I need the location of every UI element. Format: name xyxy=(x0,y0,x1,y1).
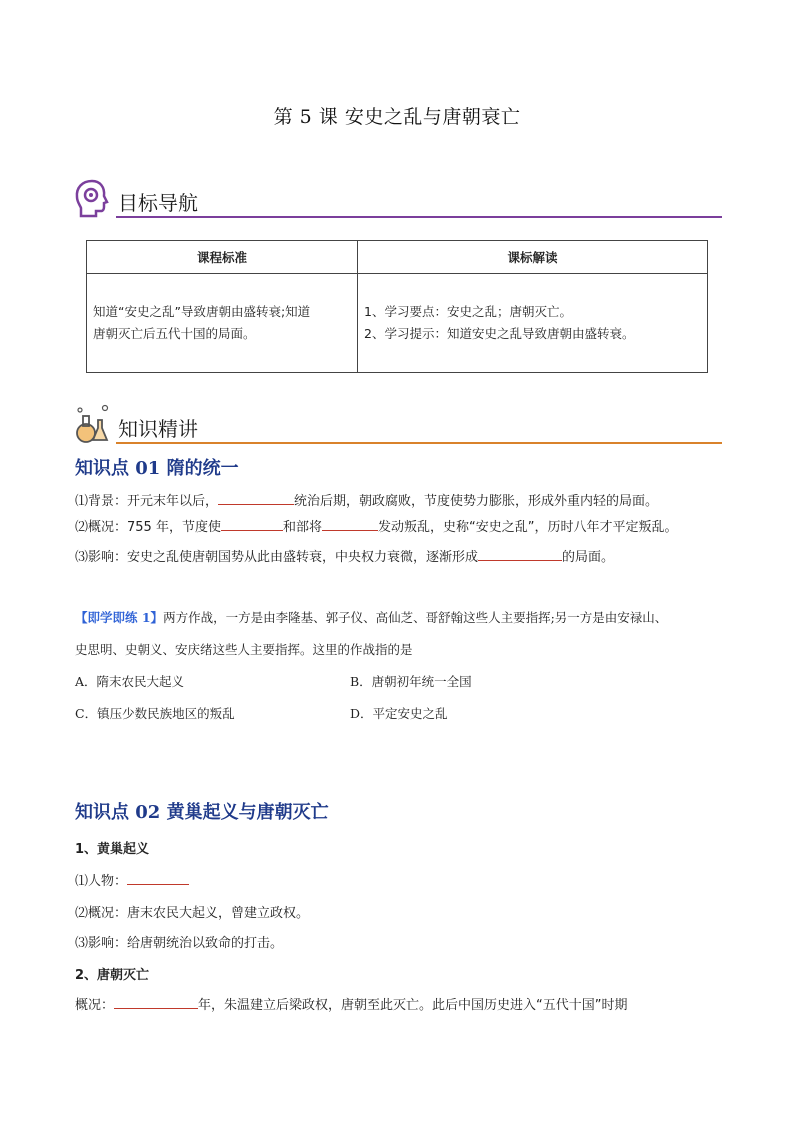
table-line: 2、学习提示：知道安史之乱导致唐朝由盛转衰。 xyxy=(364,326,635,341)
exercise-tag: 【即学即练 1】 xyxy=(75,610,164,625)
text-line: ⑶影响：给唐朝统治以致命的打击。 xyxy=(75,936,284,951)
flask-icon xyxy=(72,402,112,444)
table-cell-interpretation xyxy=(358,274,708,373)
text-line: 概况： 年，朱温建立后梁政权，唐朝至此灭亡。此后中国历史进入“五代十国”时期 xyxy=(75,994,628,1013)
knowledge-point-title: 知识点 01 隋的统一 xyxy=(75,458,239,479)
option-c[interactable]: C．镇压少数民族地区的叛乱 xyxy=(75,706,235,721)
text-line: ⑵概况：755 年，节度使 和部将 发动叛乱，史称“安史之乱”，历时八年才平定叛乱。 xyxy=(75,516,677,535)
text-line: ⑵概况：唐末农民大起义，曾建立政权。 xyxy=(75,906,310,921)
table-header: 课程标准 xyxy=(87,241,358,274)
page-title: 第 5 课 安史之乱与唐朝衰亡 xyxy=(273,106,521,128)
text-line: ⑶影响：安史之乱使唐朝国势从此由盛转衰，中央权力衰微，逐渐形成 的局面。 xyxy=(75,546,614,565)
standards-table xyxy=(86,240,708,373)
fill-blank[interactable] xyxy=(322,516,378,531)
section-label: 目标导航 xyxy=(118,191,198,215)
fill-blank[interactable] xyxy=(127,870,189,885)
subheading: 2、唐朝灭亡 xyxy=(75,968,150,983)
option-b[interactable]: B．唐朝初年统一全国 xyxy=(350,674,472,689)
knowledge-point-title: 知识点 02 黄巢起义与唐朝灭亡 xyxy=(75,802,329,823)
text-line: ⑴背景：开元末年以后， 统治后期，朝政腐败，节度使势力膨胀，形成外重内轻的局面。 xyxy=(75,490,658,509)
option-a[interactable]: A．隋末农民大起义 xyxy=(75,674,185,689)
section-label: 知识精讲 xyxy=(118,417,198,441)
fill-blank[interactable] xyxy=(218,490,294,505)
text-line: ⑴人物： xyxy=(75,870,189,889)
section-rule xyxy=(116,216,722,218)
table-line: 唐朝灭亡后五代十国的局面。 xyxy=(93,326,256,341)
section-header-knowledge xyxy=(72,402,722,444)
subheading: 1、黄巢起义 xyxy=(75,842,150,857)
section-header-goals xyxy=(72,176,722,218)
table-line: 1、学习要点：安史之乱；唐朝灭亡。 xyxy=(364,304,572,319)
table-line: 知道“安史之乱”导致唐朝由盛转衰;知道 xyxy=(93,304,311,319)
fill-blank[interactable] xyxy=(114,994,198,1009)
fill-blank[interactable] xyxy=(478,546,562,561)
section-rule xyxy=(116,442,722,444)
exercise-question-line: 史思明、史朝义、安庆绪这些人主要指挥。这里的作战指的是 xyxy=(75,642,413,657)
table-cell-standard xyxy=(87,274,358,373)
option-d[interactable]: D．平定安史之乱 xyxy=(350,706,448,721)
head-gear-icon xyxy=(72,178,112,218)
fill-blank[interactable] xyxy=(221,516,283,531)
exercise-question-line: 【即学即练 1】两方作战，一方是由李隆基、郭子仪、高仙芝、哥舒翰这些人主要指挥;另一方是由安禄山、 xyxy=(75,610,668,625)
table-header: 课标解读 xyxy=(358,241,708,274)
